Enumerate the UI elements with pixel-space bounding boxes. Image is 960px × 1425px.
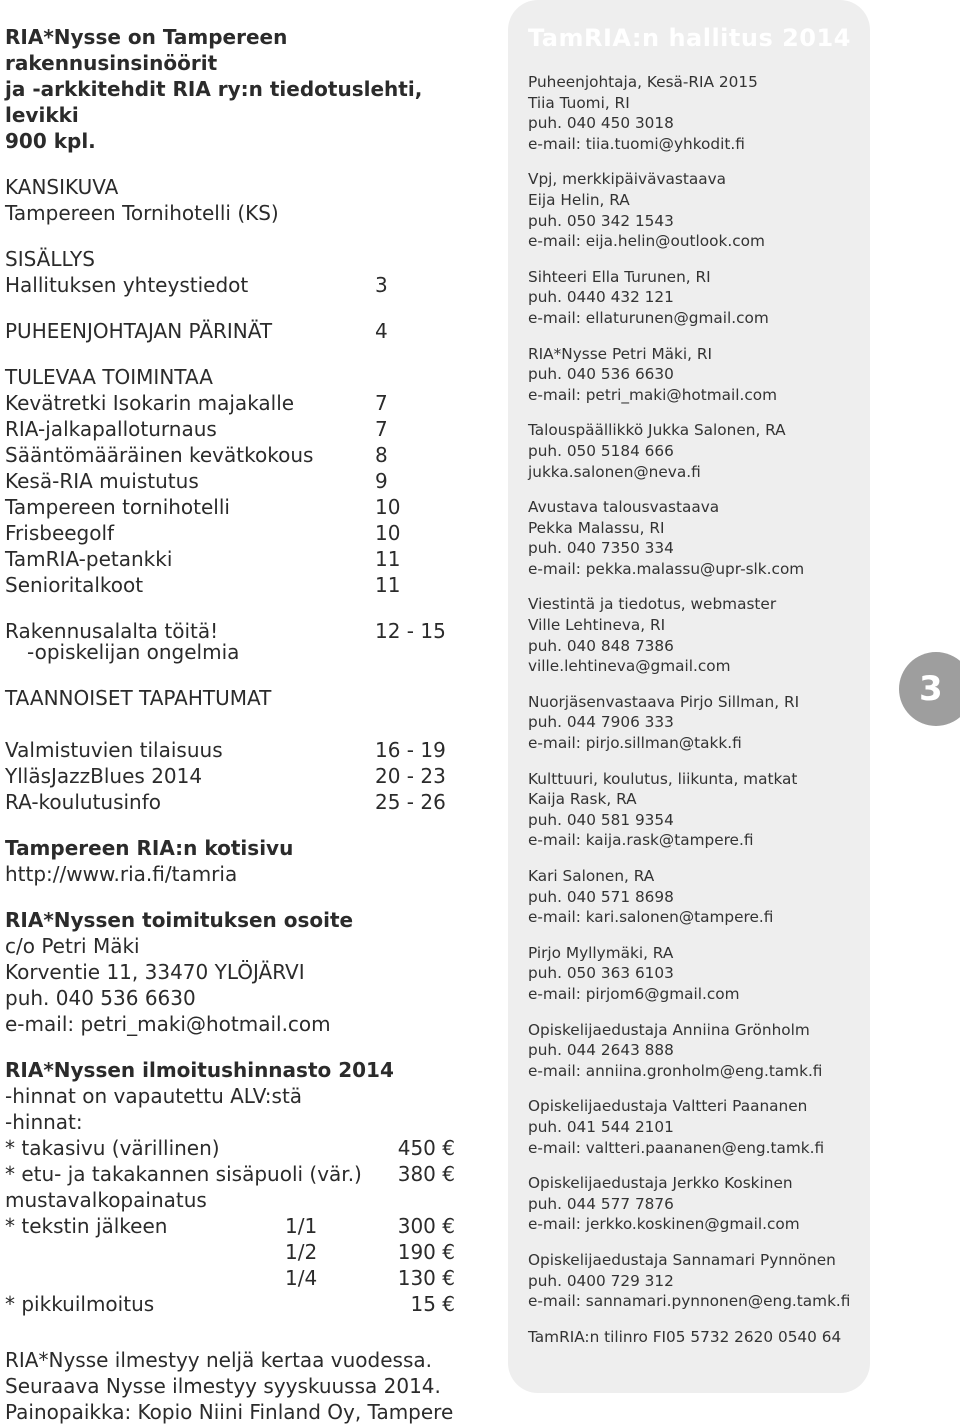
contact-line: jukka.salonen@neva.fi	[528, 462, 701, 481]
contact-line: TamRIA:n tilinro FI05 5732 2620 0540 64	[528, 1327, 842, 1346]
intro-line: ja -arkkitehdit RIA ry:n tiedotuslehti, levikki	[5, 77, 423, 127]
contact-line: e-mail: jerkko.koskinen@gmail.com	[528, 1215, 800, 1234]
prices-heading: RIA*Nyssen ilmoitushinnasto 2014	[5, 1058, 394, 1082]
toc-item	[5, 520, 475, 546]
toc-item-page: 10	[375, 495, 401, 519]
board-contact	[528, 169, 868, 251]
toc-item	[5, 272, 475, 298]
toc-section-heading: TAANNOISET TAPAHTUMAT	[5, 686, 272, 710]
toc-item-label: Sääntömääräinen kevätkokous	[5, 443, 314, 467]
price-row	[5, 1239, 475, 1265]
editorial-email: e-mail: petri_maki@hotmail.com	[5, 1012, 331, 1036]
contact-line: puh. 044 577 7876	[528, 1194, 674, 1213]
section-heading-page: 4	[375, 319, 388, 343]
board-contact	[528, 1096, 868, 1158]
toc-item-page: 16 - 19	[375, 738, 446, 762]
board-contact	[528, 1250, 868, 1312]
contact-line: puh. 050 342 1543	[528, 211, 674, 230]
board-contact	[528, 420, 868, 482]
contact-line: Viestintä ja tiedotus, webmaster	[528, 595, 777, 614]
toc-item-page: 10	[375, 521, 401, 545]
toc-item-label: Tampereen tornihotelli	[5, 495, 230, 519]
homepage-url[interactable]: http://www.ria.fi/tamria	[5, 862, 238, 886]
intro-line: 900 kpl.	[5, 129, 96, 153]
editorial-line: Korventie 11, 33470 YLÖJÄRVI	[5, 960, 305, 984]
prices-note: -hinnat on vapautettu ALV:stä	[5, 1084, 303, 1108]
footer-line: Painopaikka: Kopio Niini Finland Oy, Tampere	[5, 1400, 454, 1424]
contact-line: e-mail: sannamari.pynnonen@eng.tamk.fi	[528, 1292, 851, 1311]
board-contact	[528, 1173, 868, 1235]
contact-line: puh. 050 363 6103	[528, 964, 674, 983]
toc-item-label: Rakennusalalta töitä!	[5, 619, 219, 643]
toc-item-label: Frisbeegolf	[5, 521, 115, 545]
toc-item	[5, 416, 475, 442]
contact-line: puh. 040 450 3018	[528, 114, 674, 133]
editorial-heading: RIA*Nyssen toimituksen osoite	[5, 908, 354, 932]
page-number: 3	[919, 669, 943, 709]
price-row	[5, 1265, 475, 1291]
board-contact	[528, 866, 868, 928]
toc-item-label: Kevätretki Isokarin majakalle	[5, 391, 295, 415]
toc-item	[5, 390, 475, 416]
contact-line: puh. 044 2643 888	[528, 1041, 674, 1060]
toc-item-label: Hallituksen yhteystiedot	[5, 273, 249, 297]
board-contact	[528, 594, 868, 676]
contact-line: Kari Salonen, RA	[528, 867, 655, 885]
price-row	[5, 1213, 475, 1239]
price-row	[5, 1291, 475, 1317]
contact-line: e-mail: ellaturunen@gmail.com	[528, 308, 769, 327]
toc-item-page: 25 - 26	[375, 790, 446, 814]
section-heading-label: PUHEENJOHTAJAN PÄRINÄT	[5, 319, 273, 343]
toc-item-page: 3	[375, 273, 388, 297]
board-contact	[528, 72, 868, 154]
contact-line: puh. 041 544 2101	[528, 1117, 674, 1136]
price-value: 300 €	[397, 1214, 455, 1238]
toc-section-heading: TULEVAA TOIMINTAA	[5, 365, 213, 389]
board-panel	[508, 0, 870, 1393]
price-label-empty	[5, 1265, 285, 1291]
board-title: TamRIA:n hallitus 2014	[528, 24, 851, 52]
contact-line: e-mail: kaija.rask@tampere.fi	[528, 831, 754, 850]
board-contact	[528, 1327, 868, 1348]
contact-line: puh. 0440 432 121	[528, 288, 674, 307]
contact-line: Ville Lehtineva, RI	[528, 616, 666, 635]
contact-line: ville.lehtineva@gmail.com	[528, 657, 731, 676]
price-value: 190 €	[397, 1240, 455, 1264]
price-label: * etu- ja takakannen sisäpuoli (vär.)	[5, 1162, 362, 1186]
toc-item	[5, 572, 475, 598]
toc-list	[5, 390, 475, 598]
contact-line: puh. 050 5184 666	[528, 441, 674, 460]
cover-text: Tampereen Tornihotelli (KS)	[5, 201, 279, 225]
contact-line: Tiia Tuomi, RI	[528, 93, 630, 112]
contact-line: puh. 0400 729 312	[528, 1271, 674, 1290]
contact-line: e-mail: pirjo.sillman@takk.fi	[528, 734, 742, 753]
intro	[5, 24, 475, 154]
toc-item-label: Kesä-RIA muistutus	[5, 469, 199, 493]
toc-list	[5, 737, 475, 815]
toc-item-page: 7	[375, 391, 388, 415]
contact-line: puh. 040 571 8698	[528, 887, 674, 906]
contact-line: puh. 040 536 6630	[528, 365, 674, 384]
price-size: 1/1	[285, 1214, 318, 1238]
contact-line: Pirjo Myllymäki, RA	[528, 943, 674, 962]
toc-item-label: YlläsJazzBlues 2014	[5, 764, 203, 788]
toc-item-page: 8	[375, 443, 388, 467]
contact-line: Opiskelijaedustaja Valtteri Paananen	[528, 1097, 808, 1116]
board-contact	[528, 267, 868, 329]
toc-item	[5, 789, 475, 815]
price-value: 380 €	[397, 1162, 455, 1186]
left-column	[5, 24, 475, 1425]
toc-item-label: RIA-jalkapalloturnaus	[5, 417, 217, 441]
contact-line: e-mail: tiia.tuomi@yhkodit.fi	[528, 134, 745, 153]
board-contact	[528, 769, 868, 851]
contact-line: e-mail: petri_maki@hotmail.com	[528, 385, 778, 404]
toc-item	[5, 442, 475, 468]
contact-line: e-mail: valtteri.paananen@eng.tamk.fi	[528, 1138, 825, 1157]
toc-item-label: Valmistuvien tilaisuus	[5, 738, 223, 762]
toc-item-page: 12 - 15	[375, 619, 446, 643]
contact-line: Vpj, merkkipäivävastaava	[528, 170, 727, 189]
footer-line: Seuraava Nysse ilmestyy syyskuussa 2014.	[5, 1374, 441, 1398]
contact-line: e-mail: eija.helin@outlook.com	[528, 232, 765, 251]
board-contact	[528, 943, 868, 1005]
toc-item-label: Senioritalkoot	[5, 573, 144, 597]
contact-line: Puheenjohtaja, Kesä-RIA 2015	[528, 73, 758, 91]
editorial-line: c/o Petri Mäki	[5, 934, 140, 958]
board-contacts	[528, 72, 868, 1362]
price-value: 15 €	[410, 1292, 455, 1316]
contact-line: e-mail: anniina.gronholm@eng.tamk.fi	[528, 1061, 823, 1080]
price-row	[5, 1135, 475, 1161]
contact-line: e-mail: pekka.malassu@upr-slk.com	[528, 559, 805, 578]
price-size: 1/2	[285, 1240, 318, 1264]
contact-line: e-mail: pirjom6@gmail.com	[528, 984, 740, 1003]
contact-line: Opiskelijaedustaja Jerkko Koskinen	[528, 1174, 793, 1193]
contact-line: Pekka Malassu, RI	[528, 518, 665, 537]
toc-item-sub: -opiskelijan ongelmia	[27, 640, 240, 664]
contact-line: Avustava talousvastaava	[528, 498, 720, 517]
contact-line: puh. 040 7350 334	[528, 539, 674, 558]
price-label-empty	[5, 1239, 285, 1265]
cover-heading: KANSIKUVA	[5, 175, 119, 199]
contact-line: Eija Helin, RA	[528, 190, 630, 209]
toc-item-page: 20 - 23	[375, 764, 446, 788]
board-contact	[528, 692, 868, 754]
toc-section-heading	[5, 318, 475, 344]
homepage-heading: Tampereen RIA:n kotisivu	[5, 836, 294, 860]
toc-item-page: 9	[375, 469, 388, 493]
toc-item	[5, 763, 475, 789]
toc-item	[5, 546, 475, 572]
toc-item-label: RA-koulutusinfo	[5, 790, 162, 814]
toc-heading: SISÄLLYS	[5, 247, 95, 271]
price-size: 1/4	[285, 1266, 318, 1290]
contact-line: Nuorjäsenvastaava Pirjo Sillman, RI	[528, 692, 800, 711]
price-value: 130 €	[397, 1266, 455, 1290]
intro-line: RIA*Nysse on Tampereen rakennusinsinöörit	[5, 25, 288, 75]
price-value: 450 €	[397, 1136, 455, 1160]
toc-item-page: 11	[375, 573, 401, 597]
toc-item-page: 7	[375, 417, 388, 441]
board-contact	[528, 344, 868, 406]
toc-item	[5, 468, 475, 494]
page-number-badge	[899, 652, 960, 726]
prices-bw: mustavalkopainatus	[5, 1188, 207, 1212]
price-label: * takasivu (värillinen)	[5, 1136, 220, 1160]
price-label: * pikkuilmoitus	[5, 1292, 155, 1316]
toc-item-page: 11	[375, 547, 401, 571]
contact-line: RIA*Nysse Petri Mäki, RI	[528, 344, 712, 363]
toc-item-label: TamRIA-petankki	[5, 547, 173, 571]
contact-line: e-mail: kari.salonen@tampere.fi	[528, 908, 774, 927]
contact-line: Kulttuuri, koulutus, liikunta, matkat	[528, 769, 798, 788]
toc-item	[5, 737, 475, 763]
board-contact	[528, 1020, 868, 1082]
price-label: * tekstin jälkeen	[5, 1214, 168, 1238]
prices-note: -hinnat:	[5, 1110, 83, 1134]
contact-line: Opiskelijaedustaja Anniina Grönholm	[528, 1020, 810, 1039]
contact-line: puh. 040 581 9354	[528, 810, 674, 829]
contact-line: puh. 044 7906 333	[528, 713, 674, 732]
contact-line: puh. 040 848 7386	[528, 636, 674, 655]
board-contact	[528, 497, 868, 579]
editorial-line: puh. 040 536 6630	[5, 986, 196, 1010]
contact-line: Kaija Rask, RA	[528, 790, 637, 809]
toc-item	[5, 494, 475, 520]
footer-line: RIA*Nysse ilmestyy neljä kertaa vuodessa.	[5, 1348, 432, 1372]
contact-line: Sihteeri Ella Turunen, RI	[528, 267, 711, 286]
price-row	[5, 1161, 475, 1187]
contact-line: Opiskelijaedustaja Sannamari Pynnönen	[528, 1250, 836, 1269]
contact-line: Talouspäällikkö Jukka Salonen, RA	[528, 421, 786, 440]
